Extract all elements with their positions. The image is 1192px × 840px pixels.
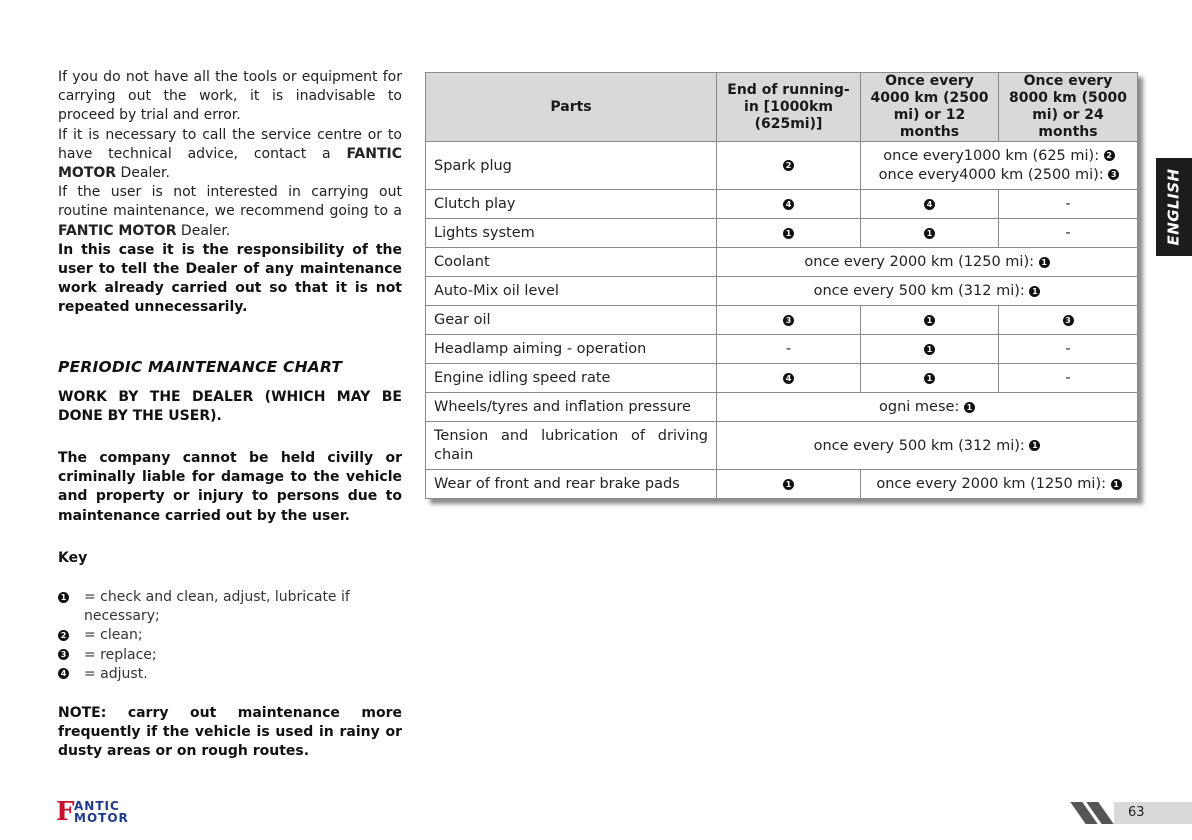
routine-paragraph — [58, 183, 402, 241]
section-heading: PERIODIC MAINTENANCE CHART — [58, 357, 343, 376]
symbol-icon: 3 — [1108, 169, 1119, 180]
liability-paragraph: The company cannot be held civilly or criminally liable for damage to the vehicle and property or injury to persons due to maintenance carried out by the user. — [58, 450, 402, 524]
symbol-icon: 1 — [783, 228, 794, 239]
key-item: 2 = clean; — [58, 626, 402, 645]
table-row: Coolant once every 2000 km (1250 mi): 1 — [426, 248, 1138, 277]
symbol-icon: 1 — [924, 373, 935, 384]
service-paragraph — [58, 126, 402, 184]
brand-name: FANTIC MOTOR — [58, 145, 402, 182]
header-4000km: Once every 4000 km (2500 mi) or 12 months — [861, 73, 999, 142]
table-row: Auto-Mix oil level once every 500 km (312 mi): 1 — [426, 277, 1138, 306]
symbol-icon: 1 — [924, 344, 935, 355]
symbol-2-icon: 2 — [58, 630, 69, 641]
table-row: Wear of front and rear brake pads 1 once every 2000 km (1250 mi): 1 — [426, 470, 1138, 499]
routine-text-end: Dealer. — [176, 222, 231, 239]
table-row: Engine idling speed rate 4 1 - — [426, 364, 1138, 393]
maintenance-table — [425, 72, 1138, 499]
table-row: Gear oil 3 1 3 — [426, 306, 1138, 335]
intro-paragraph: If you do not have all the tools or equipment for carrying out the work, it is inadvisable to proceed by trial and error. — [58, 69, 402, 124]
page-number: 63 — [1114, 802, 1192, 824]
page-number-area — [1074, 802, 1192, 824]
symbol-3-icon: 3 — [58, 649, 69, 660]
brand-name: FANTIC MOTOR — [58, 222, 177, 239]
service-text: If it is necessary to call the service centre or to have technical advice, contact a — [58, 126, 402, 162]
symbol-icon: 1 — [1039, 257, 1050, 268]
language-label: ENGLISH — [1165, 168, 1184, 246]
symbol-icon: 3 — [783, 315, 794, 326]
symbol-icon: 1 — [964, 402, 975, 413]
header-running-in: End of running-in [1000km (625mi)] — [717, 73, 861, 142]
key-item: 3 = replace; — [58, 646, 402, 665]
key-item: 1 = check and clean, adjust, lubricate if necessary; — [58, 588, 402, 626]
symbol-icon: 1 — [924, 228, 935, 239]
responsibility-paragraph: In this case it is the responsibility of the user to tell the Dealer of any maintenance work already carried out so that it is not repeated unnecessarily. — [58, 241, 402, 316]
header-8000km: Once every 8000 km (5000 mi) or 24 months — [999, 73, 1138, 142]
symbol-icon: 1 — [1111, 479, 1122, 490]
symbol-icon: 2 — [1104, 150, 1115, 161]
symbol-icon: 2 — [783, 160, 794, 171]
left-column — [58, 68, 402, 762]
table-row: Headlamp aiming - operation - 1 - — [426, 335, 1138, 364]
table-row: Clutch play 4 4 - — [426, 190, 1138, 219]
symbol-icon: 1 — [924, 315, 935, 326]
language-tab — [1156, 158, 1192, 256]
symbol-icon: 4 — [783, 199, 794, 210]
service-text-end: Dealer. — [116, 165, 170, 182]
table-row: Tension and lubrication of driving chain once every 500 km (312 mi): 1 — [426, 422, 1138, 470]
header-parts: Parts — [426, 73, 717, 142]
routine-text: If the user is not interested in carrying out routine maintenance, we recommend going to a — [58, 184, 402, 220]
note-paragraph: NOTE: carry out maintenance more frequently if the vehicle is used in rainy or dusty areas or on rough routes. — [58, 705, 402, 760]
symbol-4-icon: 4 — [58, 668, 69, 679]
symbol-icon: 4 — [924, 199, 935, 210]
work-by-dealer: WORK BY THE DEALER (WHICH MAY BE DONE BY THE USER). — [58, 388, 402, 424]
table-header-row — [426, 73, 1138, 142]
symbol-icon: 1 — [1029, 440, 1040, 451]
key-item: 4 = adjust. — [58, 665, 402, 684]
table-row: Spark plug 2 once every1000 km (625 mi): 2 once every4000 km (2500 mi): 3 — [426, 142, 1138, 190]
table-row: Wheels/tyres and inflation pressure ogni mese: 1 — [426, 393, 1138, 422]
fantic-motor-logo: F ANTIC MOTOR — [56, 797, 129, 827]
key-list — [58, 588, 402, 684]
table-row: Lights system 1 1 - — [426, 219, 1138, 248]
symbol-1-icon: 1 — [58, 592, 69, 603]
symbol-icon: 1 — [783, 479, 794, 490]
symbol-icon: 1 — [1029, 286, 1040, 297]
symbol-icon: 3 — [1063, 315, 1074, 326]
symbol-icon: 4 — [783, 373, 794, 384]
key-title: Key — [58, 549, 88, 566]
